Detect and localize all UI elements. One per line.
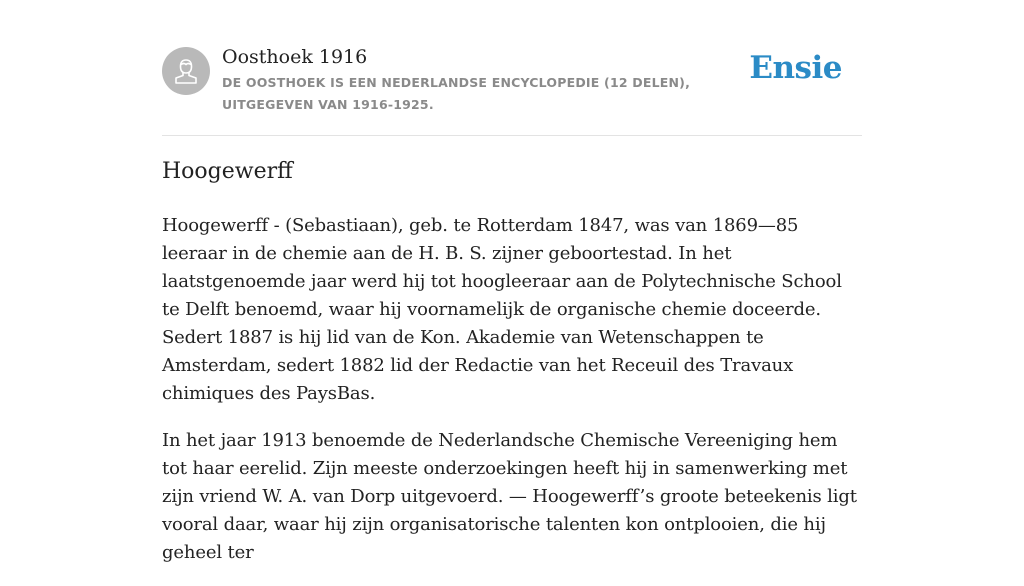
header-divider <box>162 135 862 136</box>
avatar[interactable] <box>162 47 210 95</box>
article-body <box>162 212 864 586</box>
source-header <box>162 44 862 124</box>
user-icon <box>162 47 210 95</box>
article-paragraph: Hoogewerff - (Sebastiaan), geb. te Rotterdam 1847, was van 1869—85 leeraar in de chemie aan de H. B. S. zijner geboortestad. In het laatstgenoemde jaar werd hij tot hoogleeraar aan de Polytechnische School te Delft benoemd, waar hij voornamelijk de organische chemie doceerde. Sedert 1887 is hij lid van de Kon. Akademie van Wetenschappen te Amsterdam, sedert 1882 lid der Redactie van het Receuil des Travaux chimiques des PaysBas. <box>162 215 842 404</box>
source-description: DE OOSTHOEK IS EEN NEDERLANDSE ENCYCLOPEDIE (12 DELEN), UITGEGEVEN VAN 1916-1925. <box>222 75 691 112</box>
article-paragraph: In het jaar 1913 benoemde de Nederlandsche Chemische Vereeniging hem tot haar eerelid. Zijn meeste onderzoekingen heeft hij in samenwerking met zijn vriend W. A. van Dorp uitgevoerd. — Hoogewerff’s groote beteekenis ligt vooral daar, waar hij zijn organisatorische talenten kon ontplooien, die hij geheel ter <box>162 430 857 563</box>
ensie-logo[interactable]: Ensie <box>749 50 842 86</box>
source-title[interactable]: Oosthoek 1916 <box>222 46 368 68</box>
article-title: Hoogewerff <box>162 159 293 184</box>
